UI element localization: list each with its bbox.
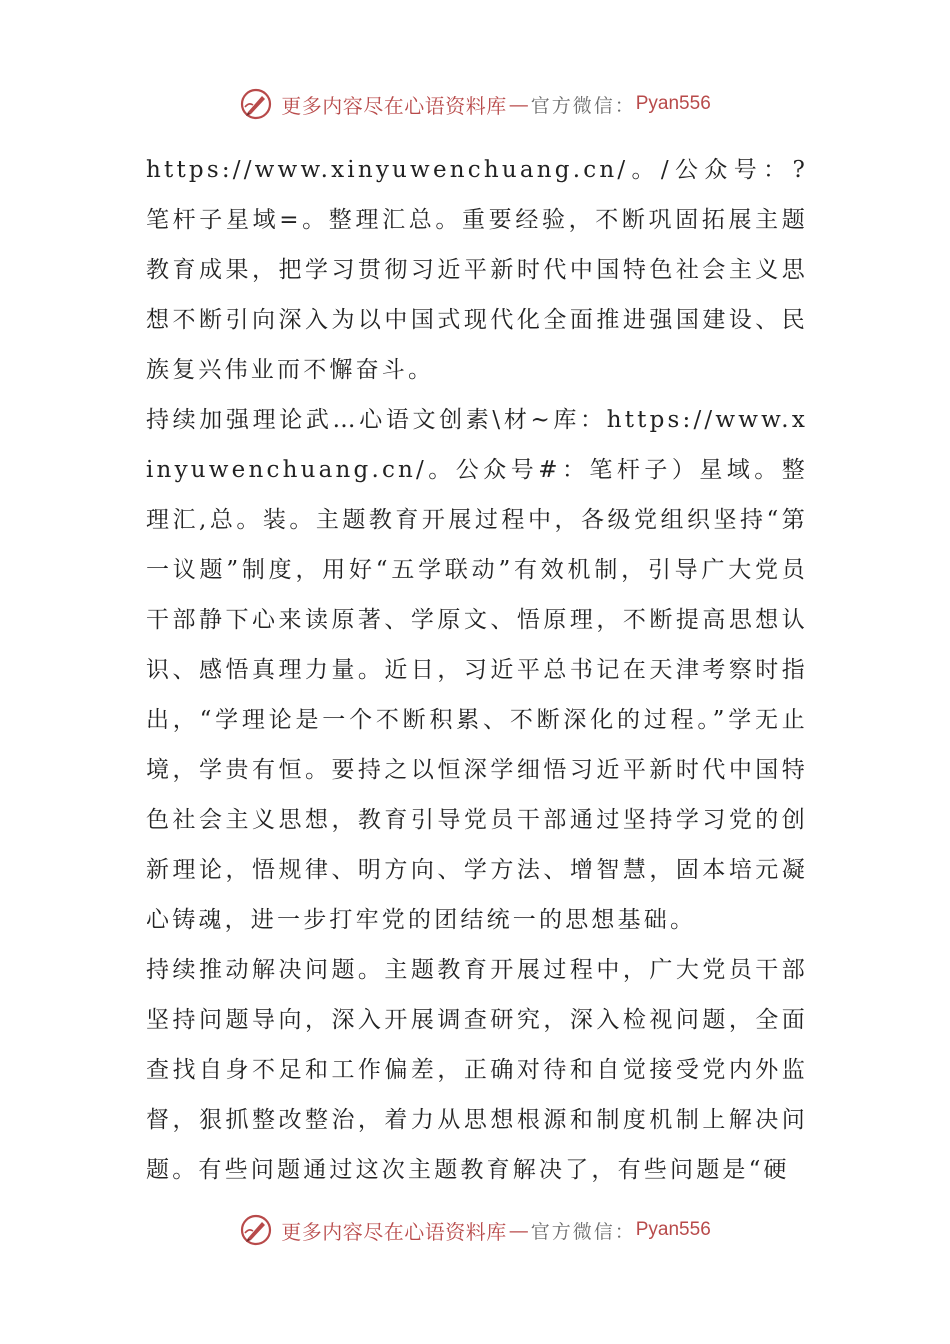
header-banner: [0, 84, 950, 124]
paragraph-2: 持续加强理论武…心语文创素\材~库：https://www.xinyuwenchuang.cn/。公众号#：笔杆子）星域。整理汇,总。装。主题教育开展过程中，各级党组织坚持“第一议题”制度，用好“五学联动”有效机制，引导广大党员干部静下心来读原著、学原文、悟原理，不断提高思想认识、感悟真理力量。近日，习近平总书记在天津考察时指出，“学理论是一个不断积累、不断深化的过程。”学无止境，学贵有恒。要持之以恒深学细悟习近平新时代中国特色社会主义思想，教育引导党员干部通过坚持学习党的创新理论，悟规律、明方向、学方法、增智慧，固本培元凝心铸魂，进一步打牢党的团结统一的思想基础。: [146, 407, 808, 933]
footer-banner: [0, 1210, 950, 1250]
paragraph-1: https://www.xinyuwenchuang.cn/。/公众号：?笔杆子星域=。整理汇总。重要经验，不断巩固拓展主题教育成果，把学习贯彻习近平新时代中国特色社会主义思想不断引向深入为以中国式现代化全面推进强国建设、民族复兴伟业而不懈奋斗。: [146, 157, 808, 383]
paragraph-3: 持续推动解决问题。主题教育开展过程中，广大党员干部坚持问题导向，深入开展调查研究，深入检视问题，全面查找自身不足和工作偏差，正确对待和自觉接受党内外监督，狠抓整改整治，着力从思想根源和制度机制上解决问题。有些问题通过这次主题教育解决了，有些问题是“硬: [146, 957, 808, 1183]
footer-wechat-label: 官方微信：: [530, 1220, 636, 1243]
header-wechat-label: 官方微信：: [530, 94, 636, 117]
footer-wechat-id: Pyan556: [635, 1219, 711, 1240]
footer-site-text: 更多内容尽在心语资料库: [281, 1219, 507, 1244]
pen-logo-icon: [239, 1213, 273, 1247]
document-body: [146, 145, 808, 1195]
pen-logo-icon: [239, 87, 273, 121]
header-dash: —: [508, 92, 529, 116]
footer-dash: —: [508, 1218, 529, 1242]
header-site-text: 更多内容尽在心语资料库: [281, 93, 507, 118]
header-wechat-id: Pyan556: [635, 93, 711, 114]
